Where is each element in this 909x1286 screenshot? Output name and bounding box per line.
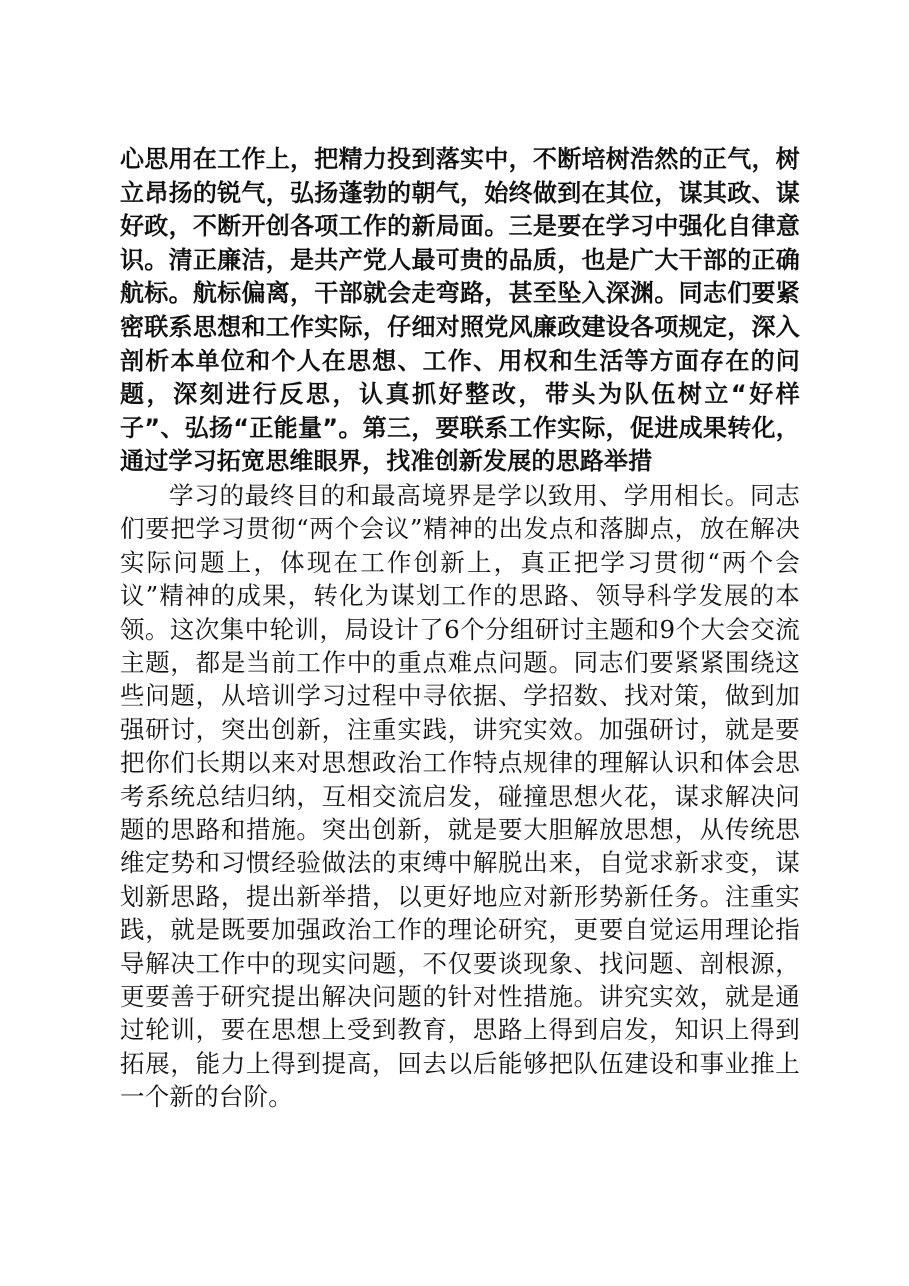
paragraph-bold-continuation: 心思用在工作上，把精力投到落实中，不断培树浩然的正气，树立昂扬的锐气，弘扬蓬勃的朝气，始终做到在其位，谋其政、谋好政，不断开创各项工作的新局面。三是要在学习中强化自律意识。清正廉洁，是共产党人最可贵的品质，也是广大干部的正确航标。航标偏离，干部就会走弯路，甚至坠入深渊。同志们要紧密联系思想和工作实际，仔细对照党风廉政建设各项规定，深入剖析本单位和个人在思想、工作、用权和生活等方面存在的问题，深刻进行反思，认真抓好整改，带头为队伍树立“好样子”、弘扬“正能量”。第三，要联系工作实际，促进成果转化，通过学习拓宽思维眼界，找准创新发展的思路举措 (120, 145, 800, 476)
document-body (120, 143, 800, 1114)
paragraph-body: 学习的最终目的和最高境界是学以致用、学用相长。同志们要把学习贯彻“两个会议”精神的出发点和落脚点，放在解决实际问题上，体现在工作创新上，真正把学习贯彻“两个会议”精神的成果，转化为谋划工作的思路、领导科学发展的本领。这次集中轮训，局设计了6个分组研讨主题和9个大会交流主题，都是当前工作中的重点难点问题。同志们要紧紧围绕这些问题，从培训学习过程中寻依据、学招数、找对策，做到加强研讨，突出创新，注重实践，讲究实效。加强研讨，就是要把你们长期以来对思想政治工作特点规律的理解认识和体会思考系统总结归纳，互相交流启发，碰撞思想火花，谋求解决问题的思路和措施。突出创新，就是要大胆解放思想，从传统思维定势和习惯经验做法的束缚中解脱出来，自觉求新求变，谋划新思路，提出新举措，以更好地应对新形势新任务。注重实践，就是既要加强政治工作的理论研究，更要自觉运用理论指导解决工作中的现实问题，不仅要谈现象、找问题、剖根源，更要善于研究提出解决问题的针对性措施。讲究实效，就是通过轮训，要在思想上受到教育，思路上得到启发，知识上得到拓展，能力上得到提高，回去以后能够把队伍建设和事业推上一个新的台阶。 (120, 480, 800, 1112)
